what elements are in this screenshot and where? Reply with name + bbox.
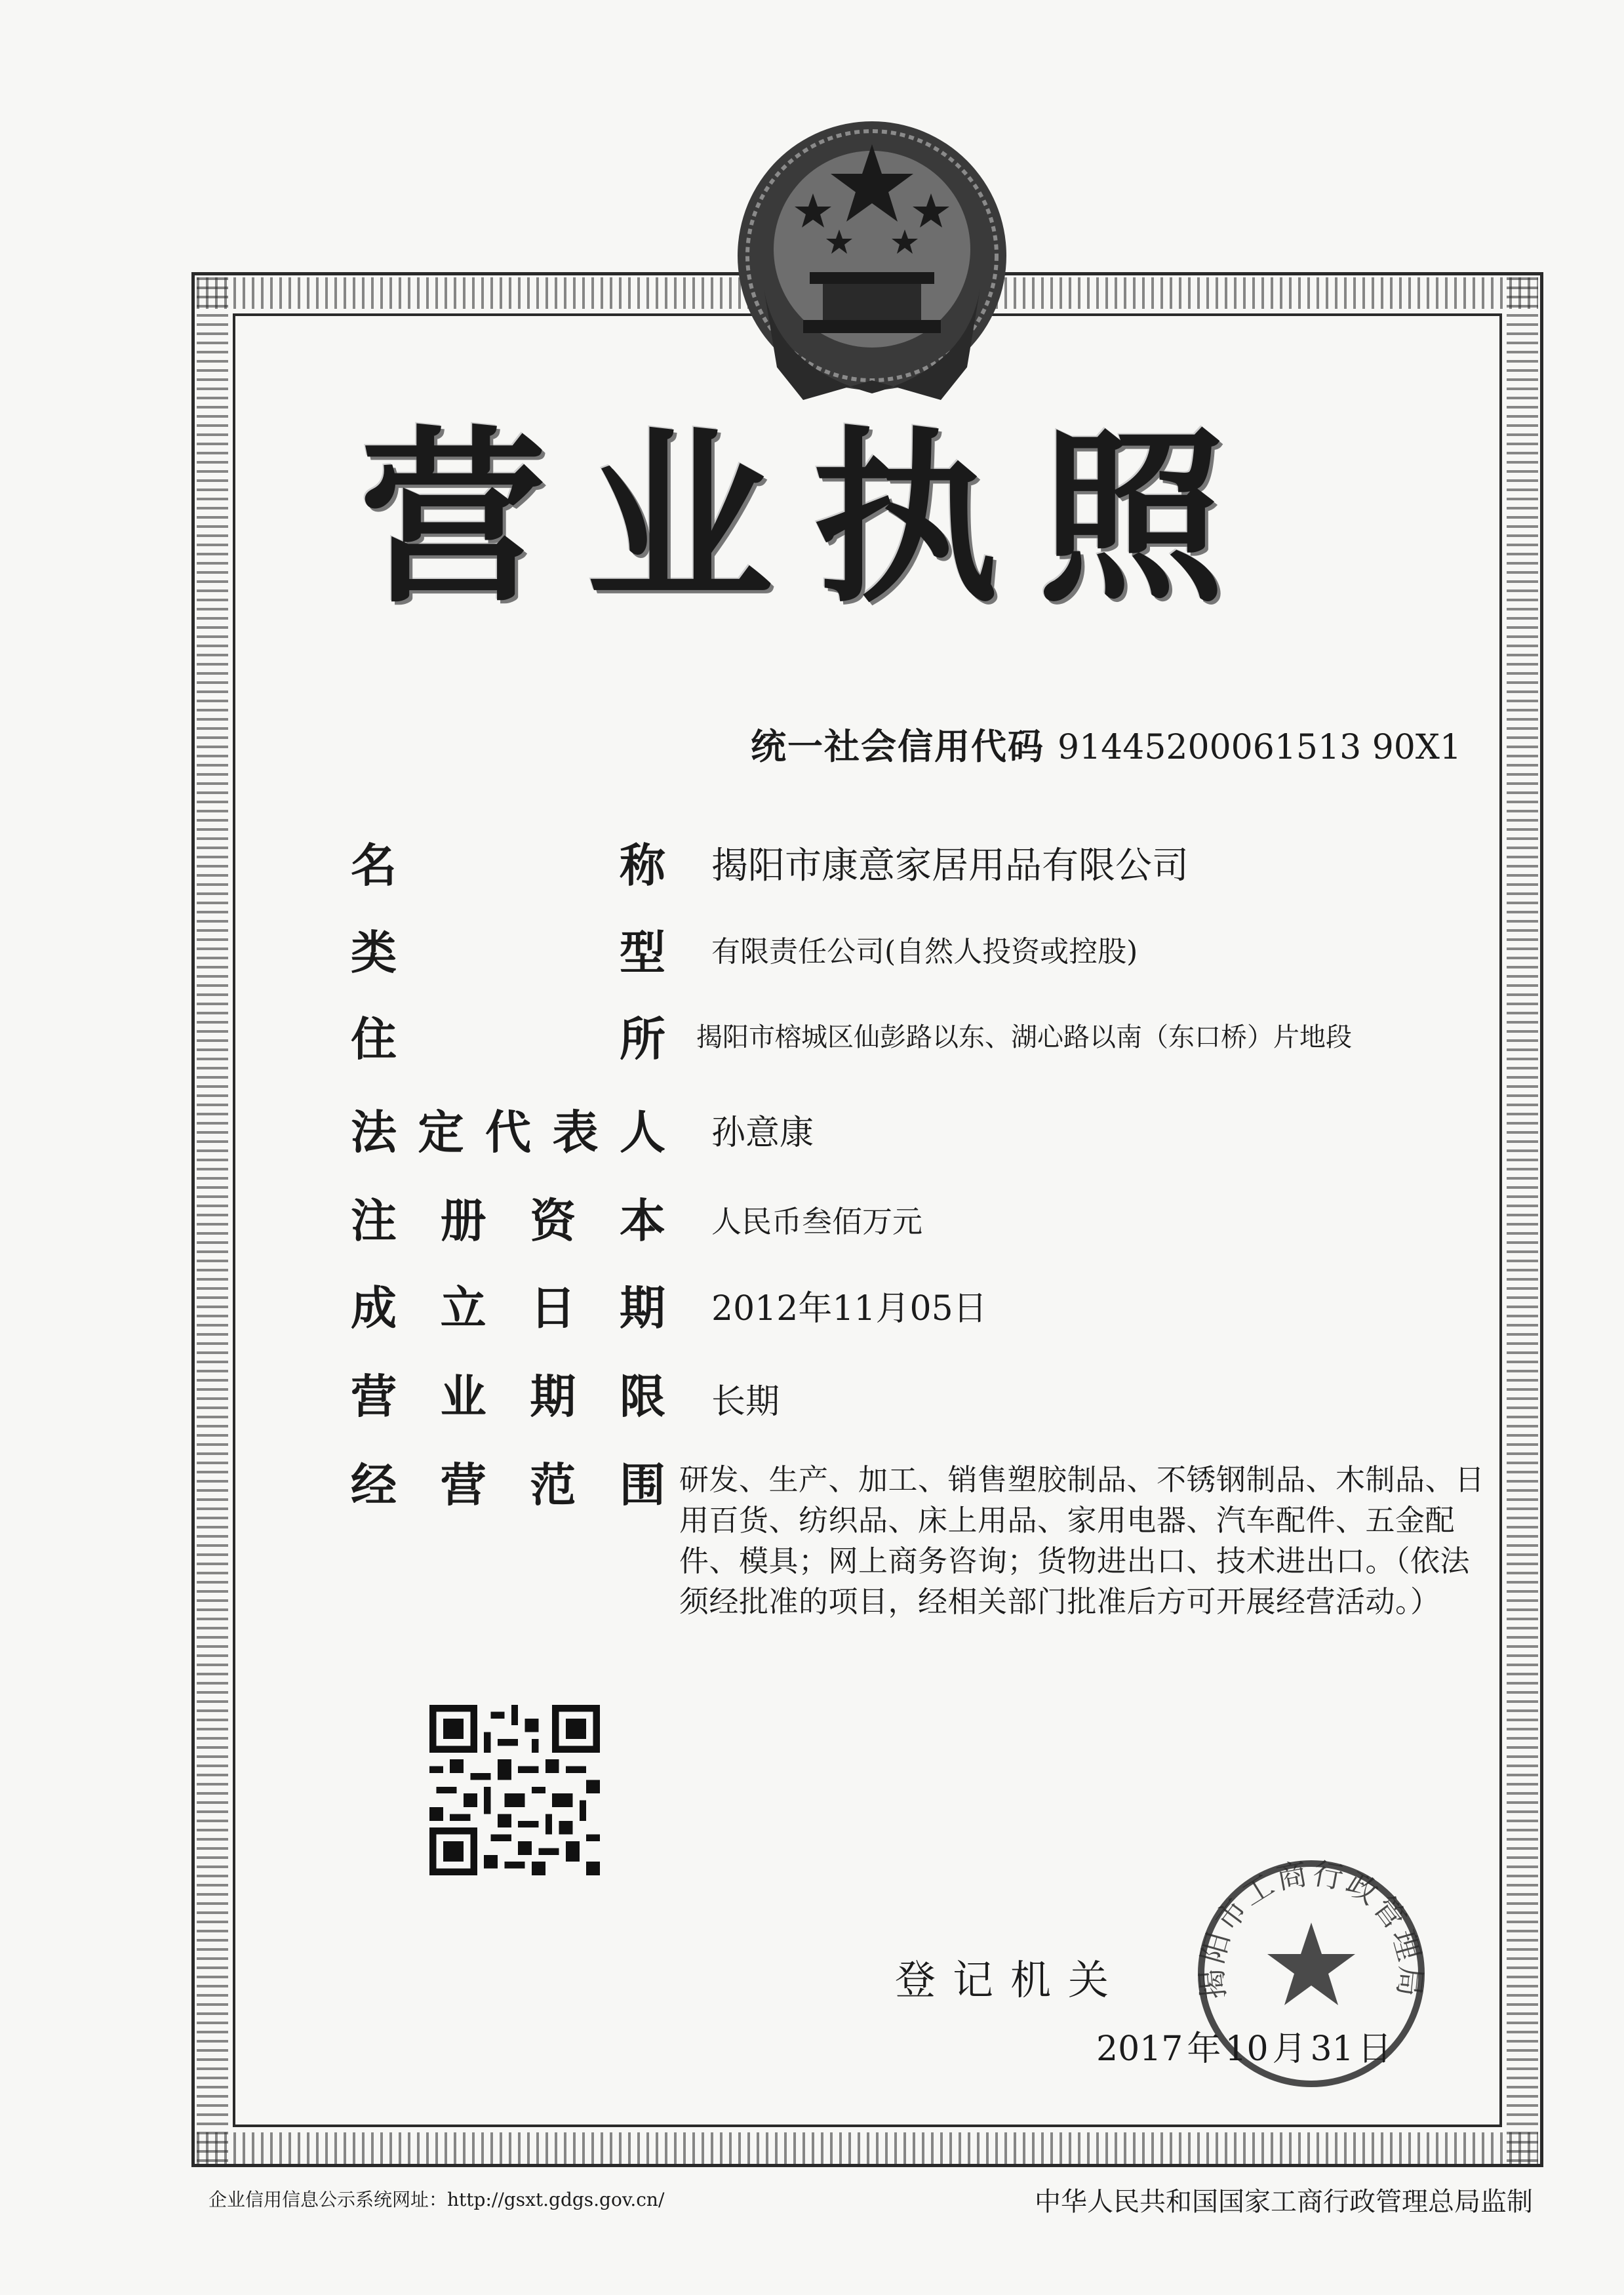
field-value-term: 长期 (711, 1382, 780, 1422)
field-label-char: 业 (440, 1370, 486, 1424)
national-emblem-icon (724, 118, 1020, 413)
issue-month-unit: 月 (1272, 2029, 1307, 2069)
field-label-name (351, 839, 665, 892)
field-label-char: 型 (620, 926, 665, 980)
registration-authority-label: 登记机关 (895, 1956, 1126, 2004)
field-label-char: 期 (530, 1370, 576, 1424)
field-label-type (351, 926, 665, 980)
field-label-char: 法 (351, 1106, 397, 1159)
field-label-established (351, 1281, 665, 1335)
field-value-name: 揭阳市康意家居用品有限公司 (711, 845, 1189, 887)
field-value-type: 有限责任公司(自然人投资或控股) (711, 935, 1138, 968)
field-label-char: 称 (620, 839, 665, 892)
field-value-scope: 研发、生产、加工、销售塑胶制品、不锈钢制品、木制品、日用百货、纺织品、床上用品、家用电器、汽车配件、五金配件、模具；网上商务咨询；货物进出口、技术进出口。（依法须经批准的项目，经相关部门批准后方可开展经营活动。） (679, 1462, 1485, 1620)
field-label-address (351, 1012, 665, 1066)
field-label-char: 资 (530, 1194, 576, 1248)
field-label-char: 类 (351, 926, 397, 980)
field-value-established: 2012年11月05日 (711, 1289, 987, 1328)
field-label-char: 名 (351, 839, 397, 892)
document-title: 营业执照 (359, 410, 1265, 628)
issue-day: 31 (1310, 2029, 1354, 2069)
field-label-char: 营 (351, 1370, 397, 1424)
issue-month: 10 (1225, 2029, 1269, 2069)
field-label-char: 立 (440, 1281, 486, 1335)
star-icon (1267, 1923, 1355, 2005)
footer-supervisor-note: 中华人民共和国国家工商行政管理总局监制 (1035, 2187, 1533, 2217)
footer-website-note (208, 2185, 664, 2212)
field-label-char: 营 (440, 1458, 486, 1512)
field-label-char: 代 (485, 1106, 531, 1159)
issue-year-unit: 年 (1187, 2029, 1221, 2069)
seal-text: 揭阳市工商行政管理局 (1193, 1855, 1429, 2001)
qr-code-icon (429, 1705, 600, 1875)
footer-website-url[interactable]: http://gsxt.gdgs.gov.cn/ (447, 2189, 665, 2210)
field-label-capital (351, 1194, 665, 1248)
field-label-char: 所 (620, 1012, 665, 1066)
field-value-address: 揭阳市榕城区仙彭路以东、湖心路以南（东口桥）片地段 (696, 1022, 1352, 1052)
issue-date (1096, 2021, 1396, 2070)
credit-code-value: 91445200061513 90X1 (1058, 728, 1461, 767)
field-label-char: 表 (552, 1106, 599, 1159)
bottom-border-pattern (197, 2132, 1538, 2164)
footer-website-label: 企业信用信息公示系统网址： (208, 2189, 448, 2210)
field-value-legal-rep: 孙意康 (711, 1113, 814, 1153)
field-label-char: 注 (351, 1194, 397, 1248)
credit-code-label: 统一社会信用代码 (751, 726, 1044, 767)
field-label-legal-rep (351, 1106, 665, 1159)
credit-code-row (751, 719, 1461, 769)
field-label-char: 范 (530, 1458, 576, 1512)
field-label-char: 围 (619, 1458, 665, 1512)
field-label-char: 限 (619, 1370, 665, 1424)
field-label-char: 住 (351, 1012, 397, 1066)
field-value-capital: 人民币叁佰万元 (711, 1204, 922, 1239)
field-label-scope (351, 1458, 665, 1512)
field-label-char: 经 (351, 1458, 397, 1512)
issue-year: 2017 (1096, 2029, 1183, 2069)
field-label-term (351, 1370, 665, 1424)
field-label-char: 定 (418, 1106, 464, 1159)
field-label-char: 本 (619, 1194, 665, 1248)
field-label-char: 期 (619, 1281, 665, 1335)
field-label-char: 成 (351, 1281, 397, 1335)
field-label-char: 日 (530, 1281, 576, 1335)
issue-day-unit: 日 (1357, 2029, 1392, 2069)
field-label-char: 册 (440, 1194, 486, 1248)
field-label-char: 人 (620, 1106, 665, 1159)
